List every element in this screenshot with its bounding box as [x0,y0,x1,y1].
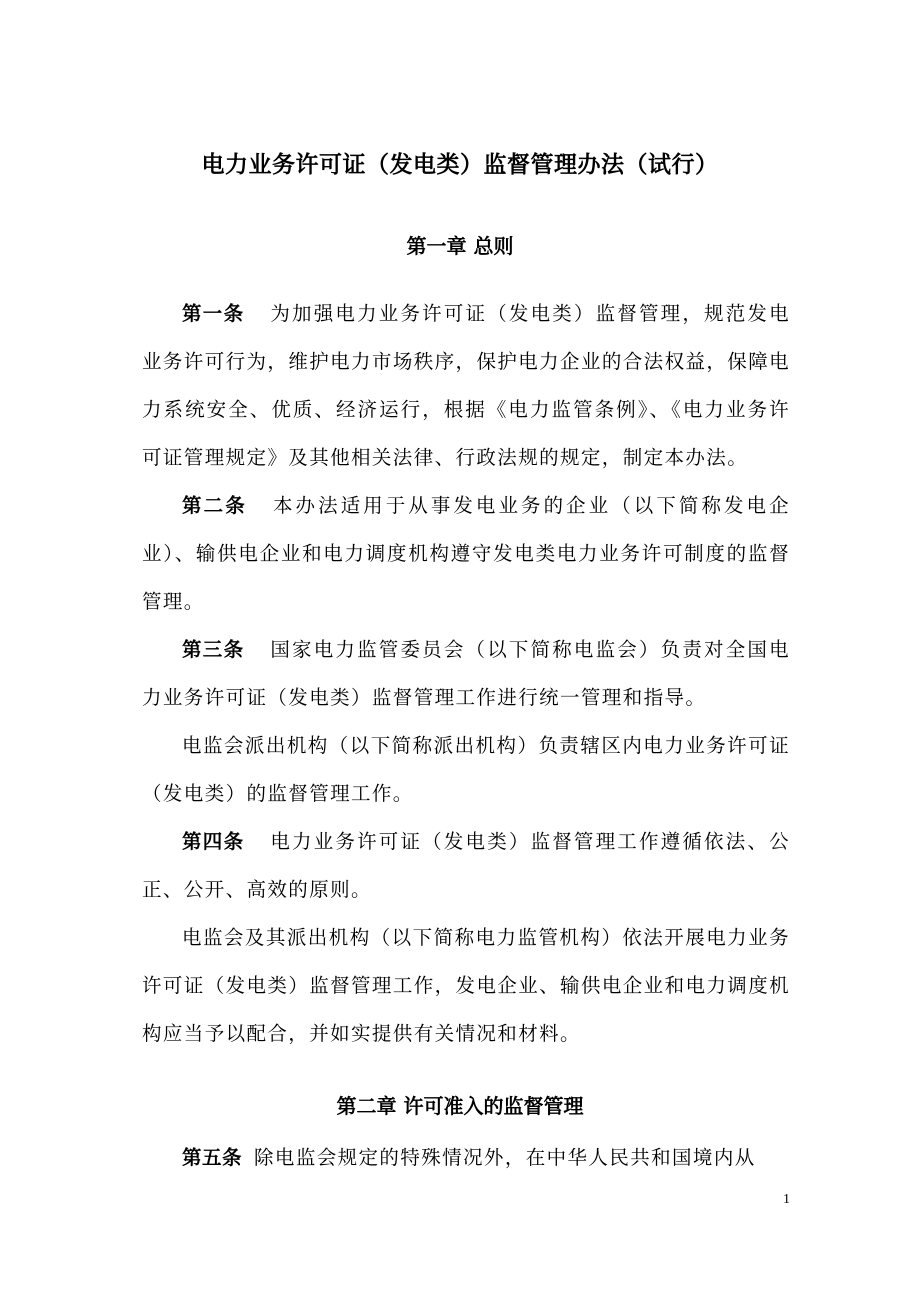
article-text: 电监会派出机构（以下简称派出机构）负责辖区内电力业务许可证（发电类）的监督管理工作。 [142,734,790,805]
article-text: 除电监会规定的特殊情况外，在中华人民共和国境内从 [254,1146,756,1169]
article-paragraph [142,290,790,482]
article-paragraph [142,914,790,1058]
page-number: 1 [783,1192,790,1207]
article-paragraph [142,626,790,722]
chapter-heading: 第一章 总则 [406,234,514,258]
chapter-heading: 第二章 许可准入的监督管理 [336,1094,584,1118]
article-paragraph [142,722,790,818]
article-text: 电监会及其派出机构（以下简称电力监管机构）依法开展电力业务许可证（发电类）监督管理工作，发电企业、输供电企业和电力调度机构应当予以配合，并如实提供有关情况和材料。 [142,926,790,1045]
article-label: 第二条 [182,494,247,517]
article-text: 为加强电力业务许可证（发电类）监督管理，规范发电业务许可行为，维护电力市场秩序，保护电力企业的合法权益，保障电力系统安全、优质、经济运行，根据《电力监管条例》、《电力业务许可证管理规定》及其他相关法律、行政法规的规定，制定本办法。 [142,302,790,469]
article-text: 本办法适用于从事发电业务的企业（以下简称发电企业）、输供电企业和电力调度机构遵守发电类电力业务许可制度的监督管理。 [142,494,790,613]
article-label: 第五条 [182,1146,243,1169]
article-label: 第一条 [182,302,245,325]
article-text: 国家电力监管委员会（以下简称电监会）负责对全国电力业务许可证（发电类）监督管理工作进行统一管理和指导。 [142,638,790,709]
document-title: 电力业务许可证（发电类）监督管理办法（试行） [201,152,719,178]
article-paragraph [142,818,790,914]
article-label: 第四条 [182,830,245,853]
article-label: 第三条 [182,638,245,661]
article-paragraph [142,1134,790,1182]
article-paragraph [142,482,790,626]
article-text: 电力业务许可证（发电类）监督管理工作遵循依法、公正、公开、高效的原则。 [142,830,790,901]
